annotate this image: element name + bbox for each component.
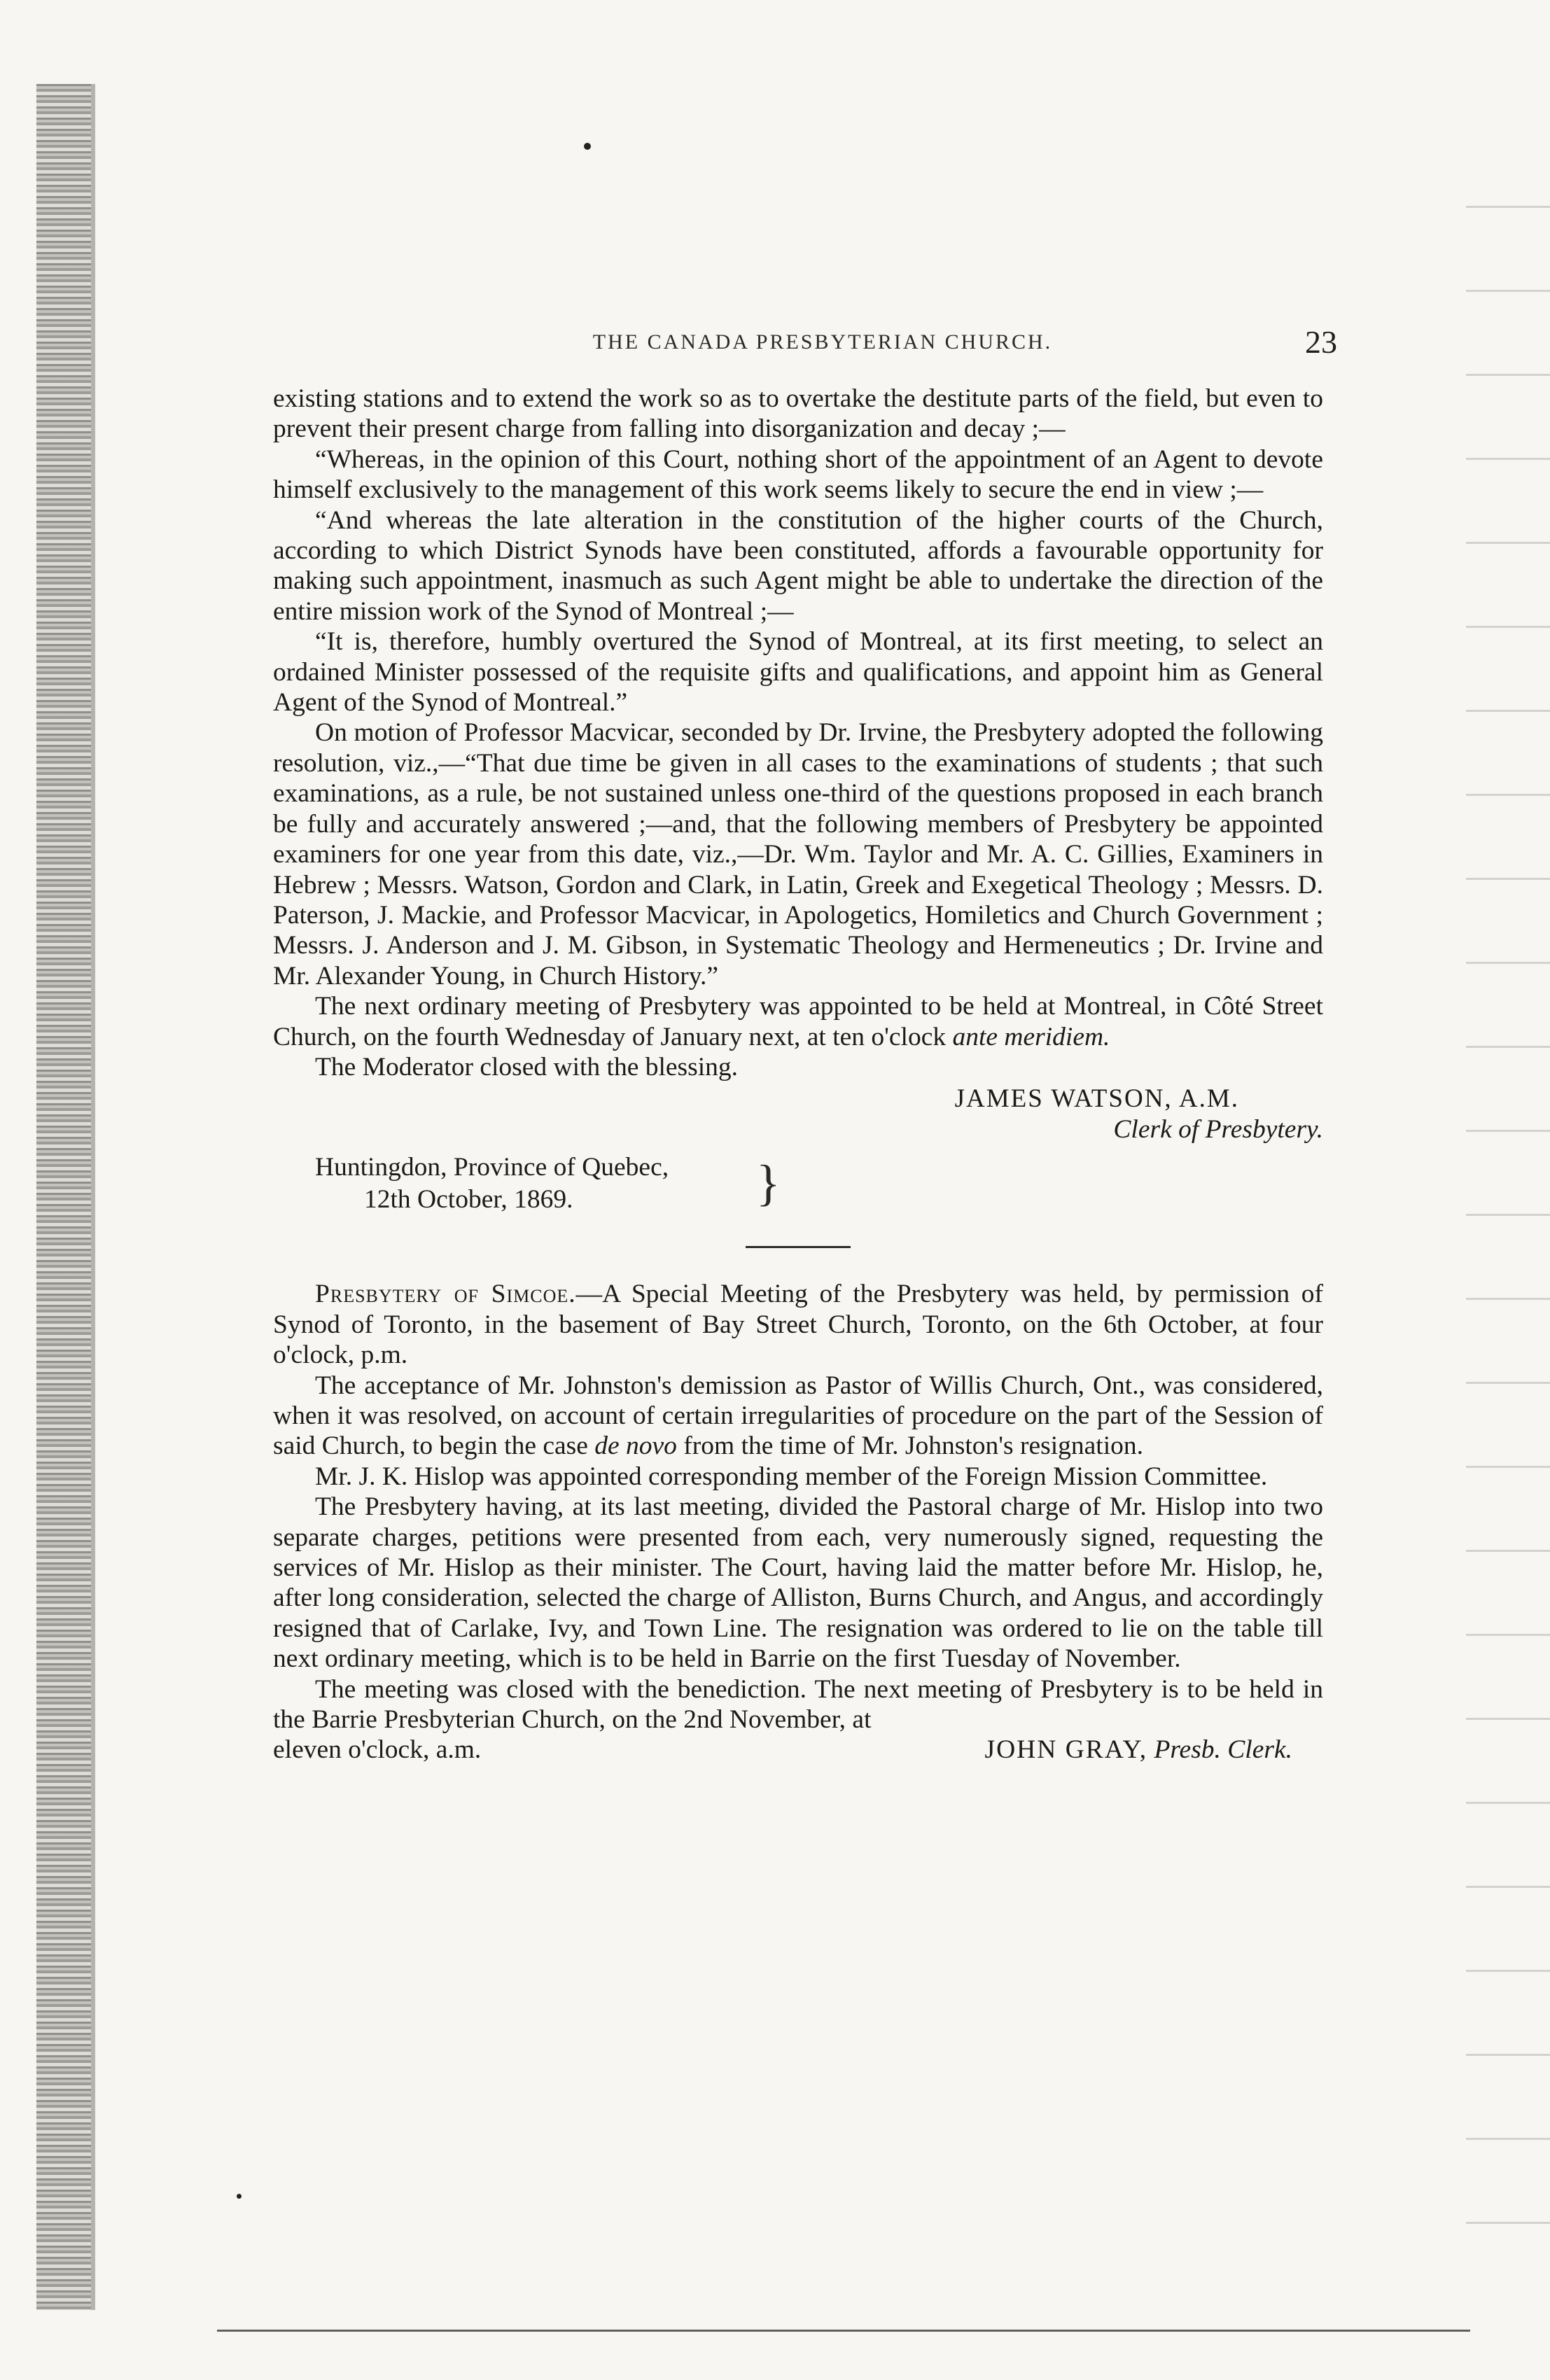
place-date-block <box>273 1152 1323 1219</box>
signatory-name: JAMES WATSON, A.M. <box>954 1084 1239 1114</box>
paragraph: The Moderator closed with the blessing. <box>315 1052 739 1082</box>
ink-speck <box>584 143 591 150</box>
paragraph <box>273 1371 1323 1462</box>
paragraph: The meeting was closed with the benediction. The next meeting of Presbytery is to be held in the Barrie Presbyterian Church, on the 2nd November, at <box>273 1674 1323 1735</box>
paragraph: On motion of Professor Macvicar, seconded by Dr. Irvine, the Presbytery adopted the following resolution, viz.,—“That due time be given in all cases to the examinations of students ; that such examinations, as a rule, be not sustained unless one-third of the questions proposed in each branch be fully and accurately answered ;—and, that the following members of Presbytery be appointed examiners for one year from this date, viz.,—Dr. Wm. Taylor and Mr. A. C. Gillies, Examiners in Hebrew ; Messrs. Watson, Gordon and Clark, in Latin, Greek and Exegetical Theology ; Messrs. D. Paterson, J. Mackie, and Professor Macvicar, in Apologetics, Homiletics and Church Government ; Messrs. J. Anderson and J. M. Gibson, in Systematic Theology and Hermeneutics ; Dr. Irvine and Mr. Alexander Young, in Church History.” <box>273 718 1323 990</box>
paragraph: existing stations and to extend the work so as to overtake the destitute parts of the field, but even to prevent their present charge from falling into disorganization and decay ;— <box>273 384 1323 444</box>
paragraph <box>273 991 1323 1052</box>
paragraph <box>273 1279 1323 1370</box>
paragraph: “Whereas, in the opinion of this Court, nothing short of the appointment of an Agent to devote himself exclusively to the management of this work seems likely to secure the end in view ;— <box>273 444 1323 505</box>
bottom-rule <box>217 2330 1470 2332</box>
closing-signature <box>985 1735 1293 1765</box>
paragraph: “It is, therefore, humbly overtured the Synod of Montreal, at its first meeting, to select an ordained Minister possessed of the requisite gifts and qualifications, and appoint him as General Agent of the Synod of Montreal.” <box>273 627 1323 718</box>
brace-glyph: } <box>756 1155 781 1212</box>
closing-line <box>273 1735 1323 1767</box>
date: 12th October, 1869. <box>364 1185 573 1214</box>
signatory-title: Presb. Clerk. <box>1154 1735 1292 1765</box>
paragraph-text: —A Special Meeting of the Presbytery was held, by permission of Synod of Toronto, in the basement of Bay Street Church, Toronto, on the 6th October, at four o'clock, p.m. <box>273 1280 1323 1370</box>
paragraph: Mr. J. K. Hislop was appointed corresponding member of the Foreign Mission Committee. <box>315 1462 1268 1491</box>
place: Huntingdon, Province of Quebec, <box>315 1153 669 1182</box>
signature-block <box>273 1084 1323 1147</box>
page-number: 23 <box>1305 324 1337 360</box>
latin-phrase: de novo <box>594 1432 677 1461</box>
page-header <box>308 323 1337 365</box>
latin-phrase: ante meridiem. <box>952 1022 1110 1051</box>
signatory-name: JOHN GRAY, <box>984 1735 1148 1765</box>
section-heading: Presbytery of Simcoe. <box>315 1280 576 1309</box>
scan-noise-margin <box>1466 182 1550 2268</box>
paragraph: The Presbytery having, at its last meeting, divided the Pastoral charge of Mr. Hislop into two separate charges, petitions were presented from each, very numerously signed, requesting the services of Mr. Hislop as their minister. The Court, having laid the matter before Mr. Hislop, he, after long consideration, selected the charge of Alliston, Burns Church, and Angus, and accordingly resigned that of Carlake, Ivy, and Town Line. The resignation was ordered to lie on the table till next ordinary meeting, which is to be held in Barrie on the first Tuesday of November. <box>273 1492 1323 1674</box>
closing-time: eleven o'clock, a.m. <box>273 1735 482 1765</box>
running-head: THE CANADA PRESBYTERIAN CHURCH. <box>592 330 1053 354</box>
paragraph-text: from the time of Mr. Johnston's resignation. <box>683 1432 1143 1461</box>
page-binding-edge <box>36 84 91 2310</box>
ink-speck <box>237 2194 242 2199</box>
paragraph-text: The next ordinary meeting of Presbytery was appointed to be held at Montreal, in Côté Street Church, on the fourth Wednesday of January next, at ten o'clock <box>273 992 1323 1051</box>
paragraph-text: The acceptance of Mr. Johnston's demission as Pastor of Willis Church, Ont., was considered, when it was resolved, on account of certain irregularities of procedure on the part of the Session of said Church, to begin the case <box>273 1371 1323 1461</box>
page-body <box>273 384 1323 1767</box>
section-divider <box>746 1246 851 1248</box>
signatory-title: Clerk of Presbytery. <box>1113 1115 1323 1144</box>
paragraph: “And whereas the late alteration in the constitution of the higher courts of the Church, according to which District Synods have been constituted, affords a favourable opportunity for making such appointment, inasmuch as such Agent might be able to undertake the direction of the entire mission work of the Synod of Montreal ;— <box>273 505 1323 626</box>
